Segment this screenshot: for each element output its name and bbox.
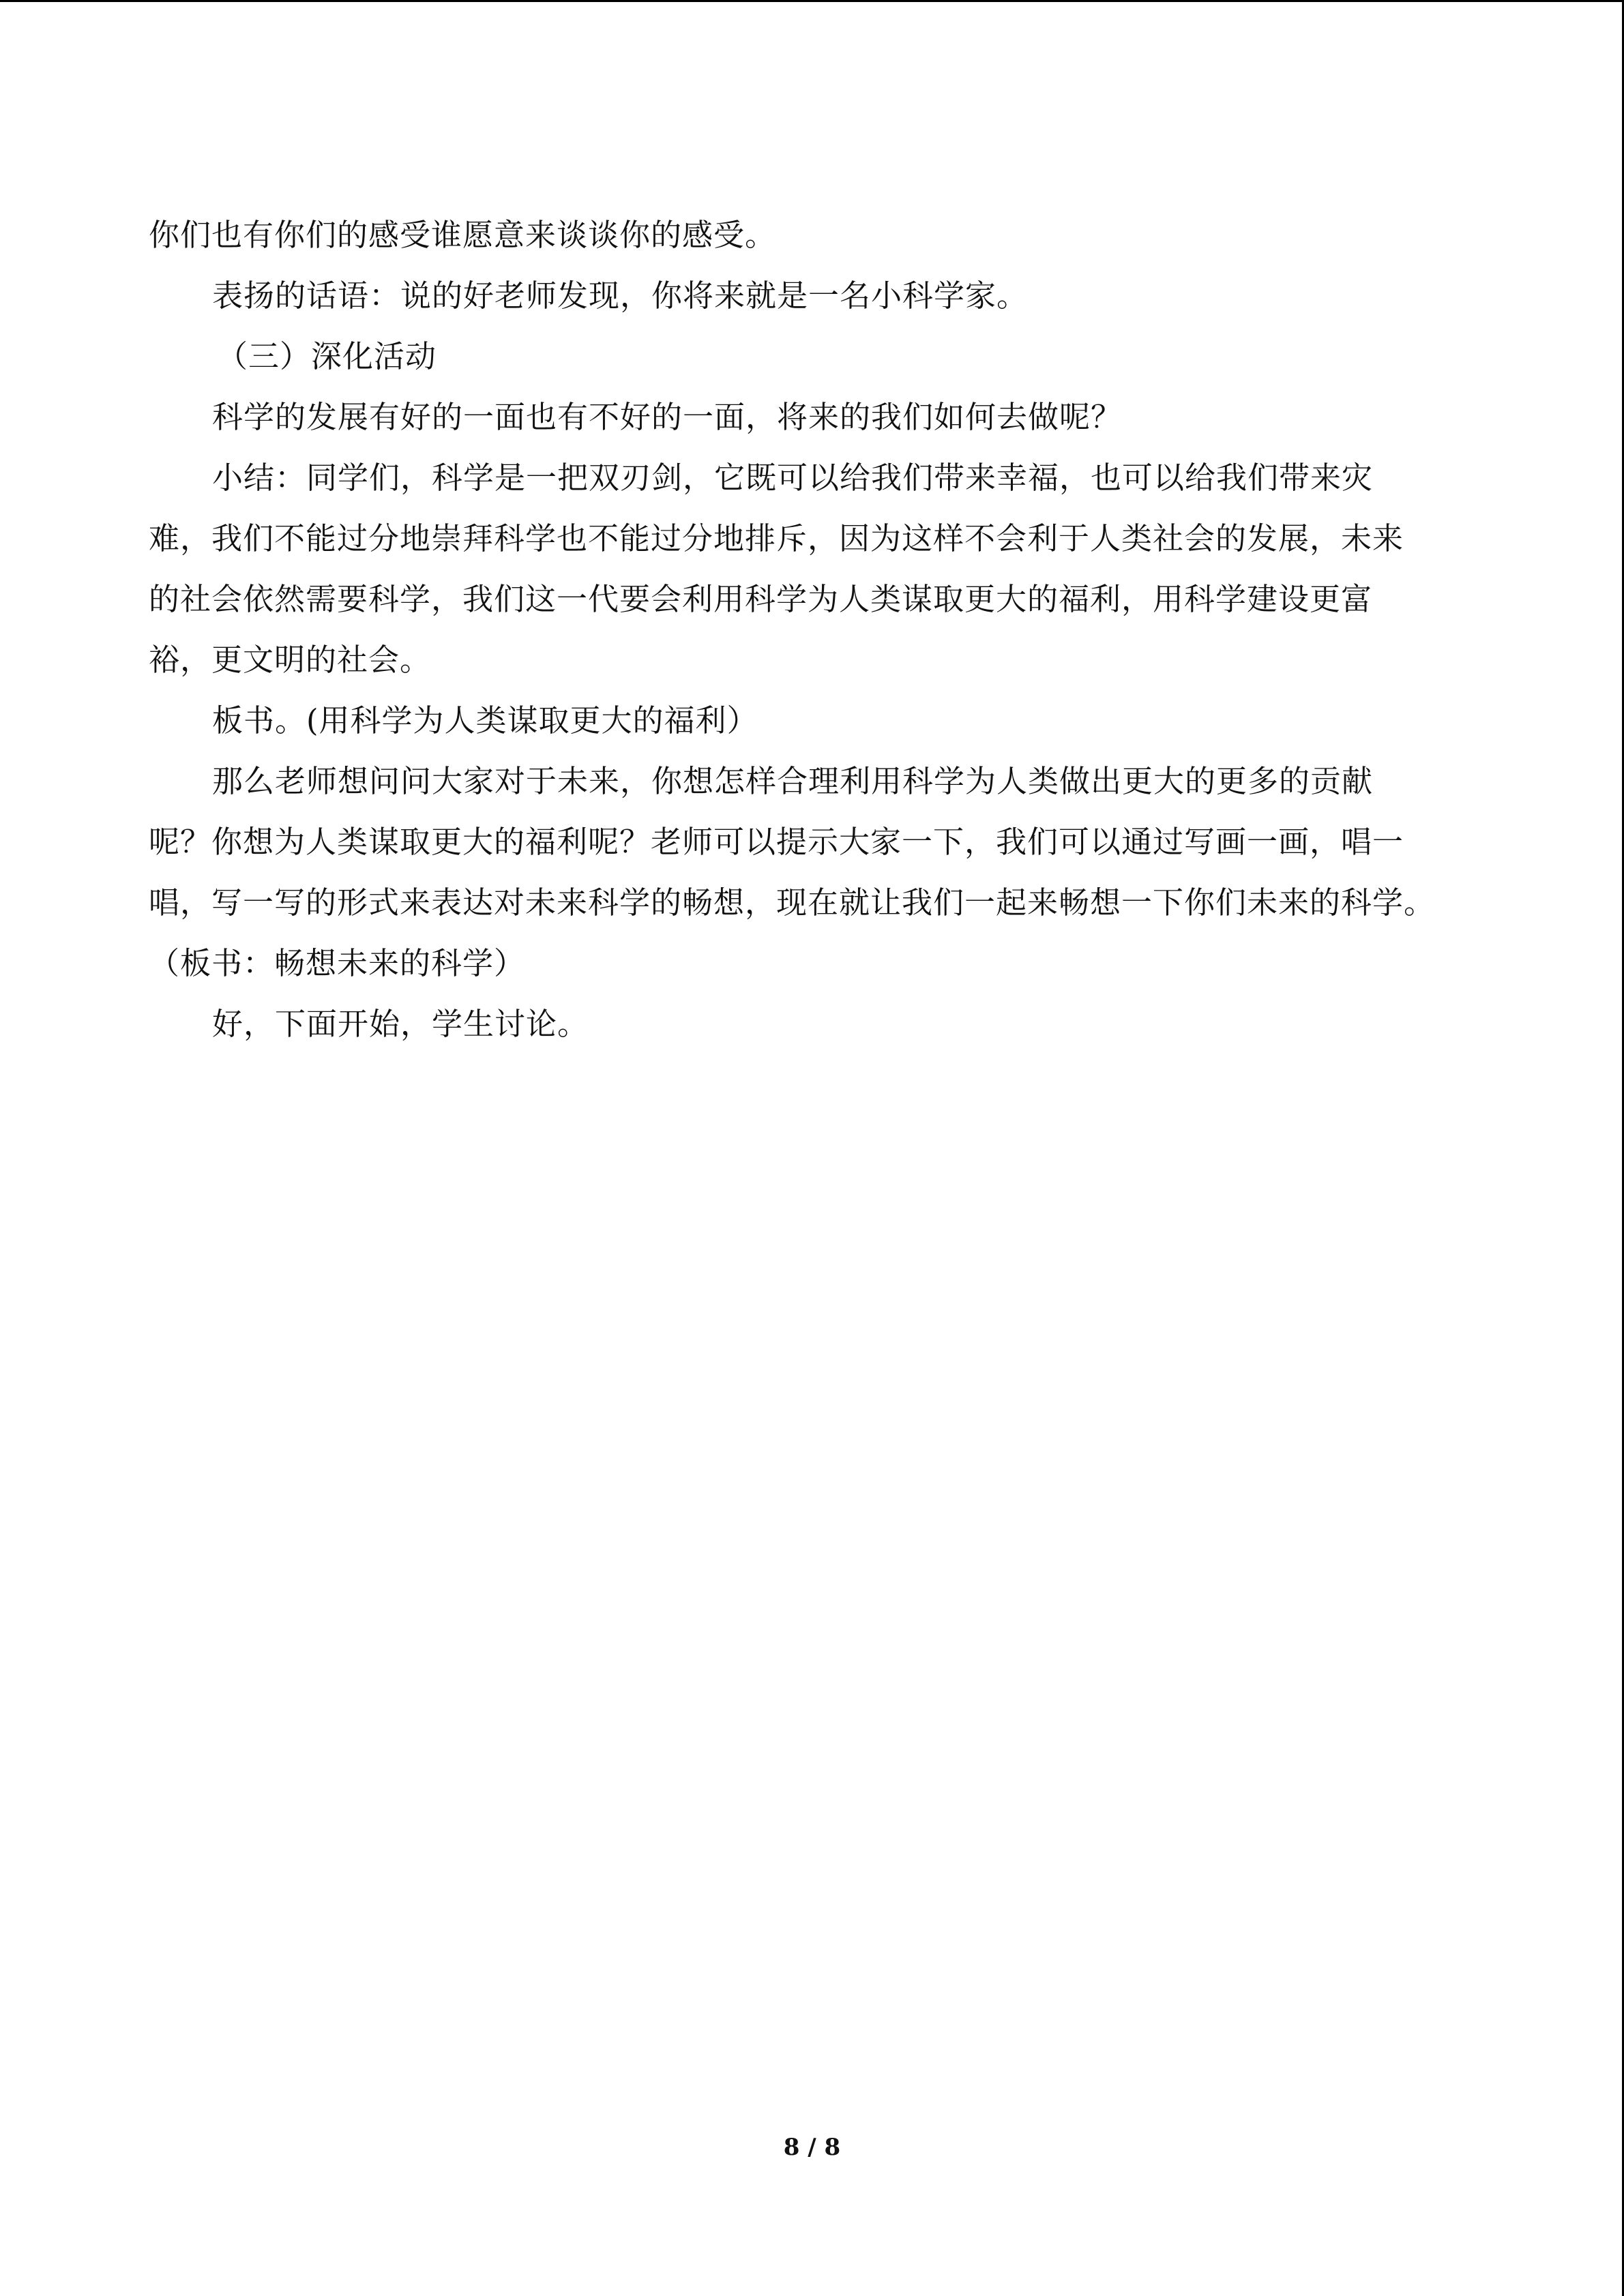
body-line-5: 小结：同学们，科学是一把双刃剑，它既可以给我们带来幸福，也可以给我们带来灾 [212,460,1374,496]
document-body [149,205,1475,1054]
body-line-12: 唱，写一写的形式来表达对未来科学的畅想，现在就让我们一起来畅想一下你们未来的科学。 [149,884,1436,921]
body-line-11: 呢？你想为人类谋取更大的福利呢？老师可以提示大家一下，我们可以通过写画一画，唱一 [149,824,1404,860]
body-line-8: 裕，更文明的社会。 [149,642,432,678]
page-number: 8 / 8 [783,2134,841,2161]
body-line-2: 表扬的话语：说的好老师发现，你将来就是一名小科学家。 [212,278,1029,314]
body-line-6: 难，我们不能过分地崇拜科学也不能过分地排斥，因为这样不会利于人类社会的发展，未来 [149,520,1404,556]
body-line-13: （板书：畅想未来的科学） [149,945,526,981]
body-line-4: 科学的发展有好的一面也有不好的一面，将来的我们如何去做呢？ [212,399,1123,435]
body-line-9: 板书。(用科学为人类谋取更大的福利） [212,702,758,739]
page-top-border [0,0,1624,2]
section-heading: （三）深化活动 [217,338,437,374]
body-line-10: 那么老师想问问大家对于未来，你想怎样合理利用科学为人类做出更大的更多的贡献 [212,763,1374,799]
body-line-14: 好，下面开始，学生讨论。 [212,1006,589,1042]
body-line-1: 你们也有你们的感受谁愿意来谈谈你的感受。 [149,217,777,253]
body-line-7: 的社会依然需要科学，我们这一代要会利用科学为人类谋取更大的福利，用科学建设更富 [149,581,1373,617]
